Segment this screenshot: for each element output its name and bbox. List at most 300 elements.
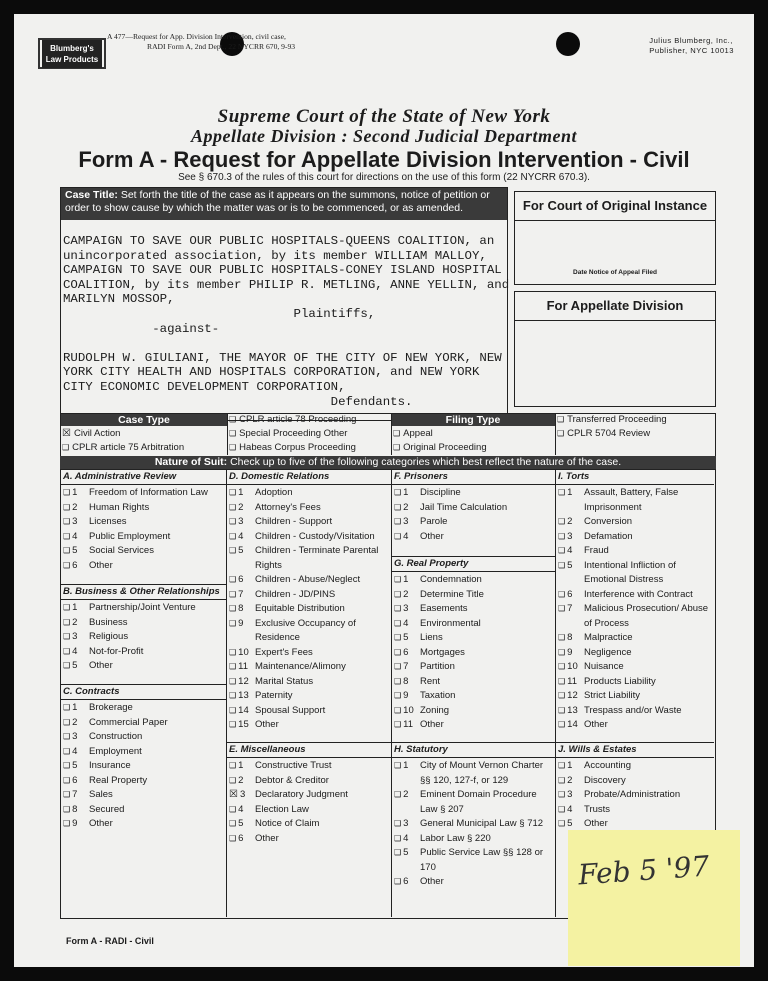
section-heading: J. Wills & Estates bbox=[556, 743, 714, 758]
item-number: ❑ 7 bbox=[394, 660, 420, 675]
checkbox-cplr-5704[interactable]: ❑ CPLR 5704 Review bbox=[557, 427, 667, 441]
form-number: A 477—Request for App. Division Intervention, civil case, RADI Form A, 2nd Dept., 22 NYCRR 670, 9-93 bbox=[107, 32, 296, 51]
item-number: ❑ 2 bbox=[229, 501, 255, 516]
suit-checkbox-item[interactable] bbox=[558, 660, 712, 675]
suit-checkbox-item[interactable] bbox=[229, 544, 389, 573]
item-label: Construction bbox=[89, 731, 143, 742]
item-label: Real Property bbox=[89, 774, 148, 786]
suit-checkbox-item[interactable] bbox=[558, 675, 712, 690]
item-label: Children - Terminate Parental Rights bbox=[255, 545, 379, 571]
suit-checkbox-item[interactable] bbox=[229, 530, 389, 545]
section-miscellaneous bbox=[227, 742, 391, 846]
item-number: ❑ 6 bbox=[229, 832, 255, 847]
item-number: ❑ 4 bbox=[558, 544, 584, 559]
page-title: Form A - Request for Appellate Division Intervention - Civil bbox=[78, 147, 690, 172]
section-heading: A. Administrative Review bbox=[61, 470, 226, 485]
suit-checkbox-item[interactable] bbox=[229, 646, 389, 661]
caption-line: Defendants. bbox=[63, 394, 413, 409]
suit-checkbox-item[interactable] bbox=[558, 718, 712, 733]
suit-checkbox-item[interactable] bbox=[394, 646, 553, 661]
section-heading: G. Real Property bbox=[392, 557, 555, 572]
item-label: Religious bbox=[89, 631, 129, 642]
suit-checkbox-item[interactable] bbox=[63, 803, 224, 818]
caption-line: CAMPAIGN TO SAVE OUR PUBLIC HOSPITALS-CONEY ISLAND HOSPITAL bbox=[63, 263, 502, 278]
suit-checkbox-item[interactable] bbox=[63, 701, 224, 716]
section-heading: H. Statutory bbox=[392, 743, 555, 758]
suit-checkbox-item[interactable] bbox=[394, 675, 553, 690]
suit-checkbox-item[interactable] bbox=[394, 573, 553, 588]
section-wills-estates bbox=[556, 742, 714, 832]
item-number: ❑ 6 bbox=[63, 774, 89, 789]
item-label: Debtor & Creditor bbox=[255, 774, 329, 786]
suit-checkbox-item[interactable] bbox=[229, 501, 389, 516]
item-label: Determine Title bbox=[420, 588, 484, 600]
caption-line: MARILYN MOSSOP, bbox=[63, 292, 175, 307]
suit-checkbox-item[interactable] bbox=[394, 832, 553, 847]
item-number: ❑ 1 bbox=[394, 759, 420, 788]
item-label: Other bbox=[255, 832, 279, 844]
item-label: Probate/Administration bbox=[584, 789, 681, 800]
suit-checkbox-item[interactable] bbox=[394, 631, 553, 646]
item-number: ❑ 5 bbox=[63, 659, 89, 674]
item-label: Other bbox=[89, 660, 113, 671]
section-heading: E. Miscellaneous bbox=[227, 743, 391, 758]
suit-checkbox-item[interactable] bbox=[63, 544, 224, 559]
item-number: ❑ 1 bbox=[63, 701, 89, 716]
item-label: Negligence bbox=[584, 646, 632, 658]
section-real-property bbox=[392, 556, 555, 733]
suit-checkbox-item[interactable] bbox=[63, 501, 224, 516]
item-number: ❑ 6 bbox=[63, 559, 89, 574]
subtitle: See § 670.3 of the rules of this court for directions on the use of this form (22 NYCRR 670.3). bbox=[178, 172, 590, 183]
original-instance-box bbox=[514, 191, 716, 285]
item-label: Easements bbox=[420, 603, 468, 614]
checkbox-cplr-75[interactable]: ❑ CPLR article 75 Arbitration bbox=[62, 441, 184, 455]
suit-checkbox-item[interactable] bbox=[558, 704, 712, 719]
suit-checkbox-item[interactable] bbox=[558, 759, 712, 774]
item-number: ❑ 4 bbox=[394, 617, 420, 632]
item-number: ❑ 1 bbox=[229, 759, 255, 774]
item-number: ❑ 10 bbox=[394, 704, 420, 719]
item-label: Parole bbox=[420, 516, 448, 527]
item-number: ❑ 4 bbox=[229, 530, 255, 545]
form-footer: Form A - RADI - Civil bbox=[66, 936, 154, 946]
item-label: Zoning bbox=[420, 704, 450, 716]
suit-checkbox-item[interactable] bbox=[63, 601, 224, 616]
suit-checkbox-item[interactable] bbox=[394, 846, 553, 875]
item-number: ❑ 2 bbox=[558, 774, 584, 789]
item-label: Other bbox=[255, 719, 279, 730]
item-number: ☒ 3 bbox=[229, 788, 255, 803]
punch-hole bbox=[556, 32, 580, 56]
item-number: ❑ 11 bbox=[394, 718, 420, 733]
caption-line: CITY ECONOMIC DEVELOPMENT CORPORATION, bbox=[63, 379, 346, 394]
section-torts bbox=[556, 470, 714, 733]
caption-line: RUDOLPH W. GIULIANI, THE MAYOR OF THE CITY OF NEW YORK, NEW bbox=[63, 350, 502, 365]
item-label: Exclusive Occupancy of Residence bbox=[255, 617, 356, 643]
item-number: ❑ 5 bbox=[394, 631, 420, 646]
item-number: ❑ 7 bbox=[63, 788, 89, 803]
item-label: Other bbox=[420, 719, 444, 730]
item-label: Other bbox=[420, 530, 444, 542]
nature-of-suit-bar: Nature of Suit: Check up to five of the following categories which best reflect the nature of the case. bbox=[60, 456, 716, 469]
item-label: Trespass and/or Waste bbox=[584, 704, 682, 716]
item-number: ❑ 1 bbox=[394, 486, 420, 501]
suit-checkbox-item[interactable] bbox=[558, 515, 712, 530]
suit-checkbox-item[interactable] bbox=[394, 817, 553, 832]
filing-type-heading: Filing Type bbox=[391, 414, 555, 426]
item-label: Accounting bbox=[584, 760, 632, 771]
item-number: ❑ 4 bbox=[394, 530, 420, 545]
court-department: Appellate Division : Second Judicial Department bbox=[191, 126, 577, 146]
checkbox-special-proceeding[interactable]: ❑ Special Proceeding Other bbox=[229, 427, 356, 441]
caption-line: YORK CITY HEALTH AND HOSPITALS CORPORATION, and NEW YORK bbox=[63, 365, 480, 380]
item-number: ❑ 2 bbox=[394, 788, 420, 817]
item-number: ❑ 3 bbox=[63, 730, 89, 745]
case-title-box bbox=[60, 187, 508, 421]
suit-checkbox-item[interactable] bbox=[394, 501, 553, 516]
suit-checkbox-item[interactable] bbox=[63, 745, 224, 760]
item-number: ❑ 13 bbox=[229, 689, 255, 704]
item-label: Constructive Trust bbox=[255, 760, 332, 771]
suit-checkbox-item[interactable] bbox=[229, 588, 389, 603]
item-number: ❑ 5 bbox=[558, 559, 584, 588]
item-number: ❑ 14 bbox=[558, 718, 584, 733]
case-type-left bbox=[62, 427, 184, 455]
suit-checkbox-item[interactable] bbox=[558, 530, 712, 545]
item-number: ❑ 5 bbox=[394, 846, 420, 875]
suit-checkbox-item[interactable] bbox=[63, 817, 224, 832]
suit-checkbox-item[interactable] bbox=[229, 832, 389, 847]
item-label: Secured bbox=[89, 803, 125, 815]
checkbox-civil-action[interactable]: ☒ Civil Action bbox=[62, 427, 184, 441]
item-number: ❑ 9 bbox=[558, 646, 584, 661]
item-number: ❑ 4 bbox=[63, 530, 89, 545]
item-number: ❑ 10 bbox=[229, 646, 255, 661]
item-label: Human Rights bbox=[89, 501, 150, 513]
item-label: Brokerage bbox=[89, 702, 133, 713]
item-label: Fraud bbox=[584, 545, 609, 556]
item-number: ❑ 5 bbox=[229, 817, 255, 832]
item-number: ❑ 9 bbox=[63, 817, 89, 832]
item-label: Election Law bbox=[255, 803, 309, 815]
suit-checkbox-item[interactable] bbox=[63, 486, 224, 501]
item-label: Notice of Claim bbox=[255, 818, 320, 829]
item-number: ❑ 2 bbox=[229, 774, 255, 789]
item-label: Malpractice bbox=[584, 632, 633, 643]
suit-checkbox-item[interactable] bbox=[394, 530, 553, 545]
item-label: Condemnation bbox=[420, 574, 482, 585]
item-number: ❑ 14 bbox=[229, 704, 255, 719]
item-number: ❑ 1 bbox=[558, 759, 584, 774]
item-number: ❑ 1 bbox=[394, 573, 420, 588]
section-prisoners bbox=[392, 470, 555, 544]
checkbox-appeal[interactable]: ❑ Appeal bbox=[393, 427, 487, 441]
item-number: ❑ 1 bbox=[229, 486, 255, 501]
item-number: ❑ 10 bbox=[558, 660, 584, 675]
item-label: Other bbox=[89, 818, 113, 829]
item-label: Nuisance bbox=[584, 661, 624, 672]
suit-checkbox-item[interactable] bbox=[229, 689, 389, 704]
item-number: ❑ 12 bbox=[229, 675, 255, 690]
item-label: Freedom of Information Law bbox=[89, 487, 208, 498]
section-statutory bbox=[392, 742, 555, 890]
item-label: Liens bbox=[420, 632, 443, 643]
court-name: Supreme Court of the State of New York bbox=[217, 106, 551, 127]
item-label: Jail Time Calculation bbox=[420, 501, 508, 513]
blumberg-logo: Blumberg's Law Products bbox=[38, 38, 106, 69]
item-number: ❑ 5 bbox=[63, 544, 89, 559]
item-number: ❑ 2 bbox=[63, 716, 89, 731]
suit-checkbox-item[interactable] bbox=[229, 515, 389, 530]
item-number: ❑ 6 bbox=[394, 875, 420, 890]
suit-checkbox-item[interactable] bbox=[394, 718, 553, 733]
item-label: Insurance bbox=[89, 760, 131, 771]
item-label: Conversion bbox=[584, 516, 633, 527]
item-number: ❑ 1 bbox=[63, 486, 89, 501]
suit-checkbox-item[interactable] bbox=[63, 530, 224, 545]
suit-checkbox-item[interactable] bbox=[394, 486, 553, 501]
item-number: ❑ 13 bbox=[558, 704, 584, 719]
filing-type-left bbox=[393, 427, 487, 455]
section-contracts bbox=[61, 684, 226, 832]
suit-checkbox-item[interactable] bbox=[63, 515, 224, 530]
item-label: Declaratory Judgment bbox=[255, 789, 348, 800]
suit-checkbox-item[interactable] bbox=[394, 515, 553, 530]
item-label: Other bbox=[584, 818, 608, 829]
item-label: Discipline bbox=[420, 487, 461, 498]
item-label: Assault, Battery, False Imprisonment bbox=[584, 487, 679, 513]
item-number: ❑ 12 bbox=[558, 689, 584, 704]
suit-checkbox-item[interactable] bbox=[558, 559, 712, 588]
item-number: ❑ 5 bbox=[558, 817, 584, 832]
item-number: ❑ 4 bbox=[558, 803, 584, 818]
suit-checkbox-item[interactable] bbox=[229, 660, 389, 675]
caption-line: -against- bbox=[63, 321, 220, 336]
suit-checkbox-item[interactable] bbox=[229, 759, 389, 774]
item-label: Children - JD/PINS bbox=[255, 588, 336, 600]
item-label: Equitable Distribution bbox=[255, 603, 345, 614]
item-number: ❑ 4 bbox=[394, 832, 420, 847]
item-number: ❑ 4 bbox=[229, 803, 255, 818]
suit-checkbox-item[interactable] bbox=[394, 875, 553, 890]
item-label: Defamation bbox=[584, 530, 633, 542]
item-number: ❑ 8 bbox=[394, 675, 420, 690]
item-number: ❑ 9 bbox=[229, 617, 255, 646]
suit-checkbox-item[interactable] bbox=[63, 659, 224, 674]
item-label: Eminent Domain Procedure Law § 207 bbox=[420, 789, 537, 815]
item-number: ❑ 6 bbox=[558, 588, 584, 603]
suit-checkbox-item[interactable] bbox=[63, 559, 224, 574]
form-page bbox=[14, 14, 754, 967]
caption-line: CAMPAIGN TO SAVE OUR PUBLIC HOSPITALS-QUEENS COALITION, an bbox=[63, 234, 495, 248]
suit-checkbox-item[interactable] bbox=[229, 774, 389, 789]
suit-checkbox-item[interactable] bbox=[558, 588, 712, 603]
item-number: ❑ 3 bbox=[229, 515, 255, 530]
item-label: Partition bbox=[420, 661, 455, 672]
item-number: ❑ 5 bbox=[63, 759, 89, 774]
item-number: ❑ 7 bbox=[229, 588, 255, 603]
item-number: ❑ 8 bbox=[229, 602, 255, 617]
item-label: Rent bbox=[420, 675, 441, 687]
item-number: ❑ 3 bbox=[394, 602, 420, 617]
item-label: Malicious Prosecution/ Abuse of Process bbox=[584, 603, 709, 629]
item-label: Paternity bbox=[255, 690, 293, 701]
item-label: Sales bbox=[89, 789, 113, 800]
item-label: General Municipal Law § 712 bbox=[420, 818, 544, 829]
item-number: ❑ 1 bbox=[63, 601, 89, 616]
suit-checkbox-item[interactable] bbox=[229, 617, 389, 646]
suit-checkbox-item[interactable] bbox=[63, 716, 224, 731]
suit-checkbox-item[interactable] bbox=[558, 774, 712, 789]
item-label: Strict Liability bbox=[584, 690, 640, 701]
suit-checkbox-item[interactable] bbox=[558, 803, 712, 818]
item-label: Not-for-Profit bbox=[89, 645, 144, 657]
item-label: Environmental bbox=[420, 617, 481, 629]
suit-checkbox-item[interactable] bbox=[558, 631, 712, 646]
section-heading: D. Domestic Relations bbox=[227, 470, 391, 485]
item-label: Other bbox=[584, 719, 608, 730]
suit-checkbox-item[interactable] bbox=[558, 486, 712, 515]
suit-checkbox-item[interactable] bbox=[63, 645, 224, 660]
item-number: ❑ 3 bbox=[63, 630, 89, 645]
suit-checkbox-item[interactable] bbox=[394, 588, 553, 603]
item-label: Expert's Fees bbox=[255, 646, 313, 658]
item-number: ❑ 3 bbox=[394, 515, 420, 530]
item-label: Children - Custody/Visitation bbox=[255, 530, 375, 542]
suit-checkbox-item[interactable] bbox=[394, 704, 553, 719]
suit-checkbox-item[interactable] bbox=[63, 630, 224, 645]
caption-line: COALITION, by its member PHILIP R. METLING, ANNE YELLIN, and bbox=[63, 277, 510, 292]
item-number: ❑ 2 bbox=[394, 501, 420, 516]
item-number: ❑ 6 bbox=[229, 573, 255, 588]
case-caption[interactable] bbox=[61, 220, 510, 409]
suit-checkbox-item[interactable] bbox=[558, 544, 712, 559]
suit-checkbox-item[interactable] bbox=[229, 675, 389, 690]
item-label: Adoption bbox=[255, 487, 293, 498]
item-number: ❑ 8 bbox=[63, 803, 89, 818]
suit-checkbox-item[interactable] bbox=[63, 774, 224, 789]
suit-checkbox-item[interactable] bbox=[229, 803, 389, 818]
item-label: City of Mount Vernon Charter §§ 120, 127-f, or 129 bbox=[420, 760, 544, 786]
suit-checkbox-item[interactable] bbox=[394, 689, 553, 704]
suit-checkbox-item[interactable] bbox=[394, 617, 553, 632]
item-label: Children - Support bbox=[255, 516, 333, 527]
item-label: Interference with Contract bbox=[584, 588, 693, 600]
publisher: Julius Blumberg, Inc., Publisher, NYC 10013 bbox=[649, 36, 734, 55]
item-number: ❑ 11 bbox=[229, 660, 255, 675]
suit-checkbox-item[interactable] bbox=[229, 718, 389, 733]
item-label: Marital Status bbox=[255, 675, 314, 687]
suit-checkbox-item[interactable] bbox=[558, 602, 712, 631]
suit-checkbox-item[interactable] bbox=[63, 730, 224, 745]
suit-checkbox-item[interactable] bbox=[63, 616, 224, 631]
item-label: Partnership/Joint Venture bbox=[89, 602, 196, 613]
item-label: Licenses bbox=[89, 516, 127, 527]
appellate-division-box bbox=[514, 291, 716, 407]
checkbox-cplr-78[interactable]: ❑ CPLR article 78 Proceeding bbox=[229, 413, 356, 427]
caption-line: unincorporated association, by its member WILLIAM MALLOY, bbox=[63, 248, 487, 263]
item-label: Employment bbox=[89, 745, 142, 757]
item-number: ❑ 4 bbox=[63, 745, 89, 760]
original-instance-heading: For Court of Original Instance bbox=[515, 192, 715, 221]
suit-checkbox-item[interactable] bbox=[558, 788, 712, 803]
item-number: ❑ 4 bbox=[63, 645, 89, 660]
section-heading: C. Contracts bbox=[61, 685, 226, 700]
suit-checkbox-item[interactable] bbox=[394, 660, 553, 675]
filing-type-right bbox=[557, 413, 667, 441]
section-heading: F. Prisoners bbox=[392, 470, 555, 485]
item-label: Children - Abuse/Neglect bbox=[255, 574, 361, 585]
item-label: Public Service Law §§ 128 or 170 bbox=[420, 847, 544, 873]
item-label: Taxation bbox=[420, 690, 456, 701]
suit-checkbox-item[interactable] bbox=[63, 788, 224, 803]
suit-checkbox-item[interactable] bbox=[558, 646, 712, 661]
item-number: ❑ 5 bbox=[229, 544, 255, 573]
item-number: ❑ 3 bbox=[394, 817, 420, 832]
item-number: ❑ 9 bbox=[394, 689, 420, 704]
item-number: ❑ 11 bbox=[558, 675, 584, 690]
suit-checkbox-item[interactable] bbox=[229, 817, 389, 832]
section-business-relationships bbox=[61, 584, 226, 674]
item-number: ❑ 2 bbox=[394, 588, 420, 603]
item-label: Commercial Paper bbox=[89, 716, 168, 728]
item-label: Attorney's Fees bbox=[255, 501, 321, 513]
suit-checkbox-item[interactable] bbox=[229, 573, 389, 588]
suit-checkbox-item[interactable] bbox=[63, 759, 224, 774]
item-number: ❑ 1 bbox=[558, 486, 584, 515]
item-label: Maintenance/Alimony bbox=[255, 661, 346, 672]
suit-checkbox-item[interactable] bbox=[229, 788, 389, 803]
item-label: Products Liability bbox=[584, 675, 656, 687]
suit-checkbox-item[interactable] bbox=[229, 704, 389, 719]
checkbox-original-proceeding[interactable]: ❑ Original Proceeding bbox=[393, 441, 487, 455]
suit-checkbox-item[interactable] bbox=[394, 602, 553, 617]
case-type-heading: Case Type bbox=[61, 414, 227, 426]
item-label: Other bbox=[420, 876, 444, 887]
item-number: ❑ 2 bbox=[63, 501, 89, 516]
item-number: ❑ 8 bbox=[558, 631, 584, 646]
item-number: ❑ 2 bbox=[558, 515, 584, 530]
item-number: ❑ 3 bbox=[558, 788, 584, 803]
suit-checkbox-item[interactable] bbox=[229, 602, 389, 617]
sticky-note-date: Feb 5 '97 bbox=[577, 849, 711, 892]
item-number: ❑ 3 bbox=[63, 515, 89, 530]
suit-checkbox-item[interactable] bbox=[394, 788, 553, 817]
item-label: Mortgages bbox=[420, 646, 465, 658]
suit-checkbox-item[interactable] bbox=[394, 759, 553, 788]
item-label: Business bbox=[89, 616, 128, 628]
date-notice-label: Date Notice of Appeal Filed bbox=[573, 269, 657, 276]
section-administrative-review bbox=[61, 470, 226, 573]
item-label: Discovery bbox=[584, 774, 626, 786]
section-heading: B. Business & Other Relationships bbox=[61, 585, 226, 600]
item-number: ❑ 2 bbox=[63, 616, 89, 631]
item-label: Public Employment bbox=[89, 530, 171, 542]
suit-checkbox-item[interactable] bbox=[558, 689, 712, 704]
item-label: Intentional Infliction of Emotional Distress bbox=[584, 559, 676, 585]
checkbox-habeas-corpus[interactable]: ❑ Habeas Corpus Proceeding bbox=[229, 441, 356, 455]
item-number: ❑ 7 bbox=[558, 602, 584, 631]
suit-checkbox-item[interactable] bbox=[229, 486, 389, 501]
item-number: ❑ 6 bbox=[394, 646, 420, 661]
item-number: ❑ 15 bbox=[229, 718, 255, 733]
checkbox-transferred-proceeding[interactable]: ❑ Transferred Proceeding bbox=[557, 413, 667, 427]
appellate-division-heading: For Appellate Division bbox=[515, 292, 715, 321]
section-heading: I. Torts bbox=[556, 470, 714, 485]
item-label: Labor Law § 220 bbox=[420, 832, 491, 844]
item-label: Social Services bbox=[89, 545, 154, 556]
